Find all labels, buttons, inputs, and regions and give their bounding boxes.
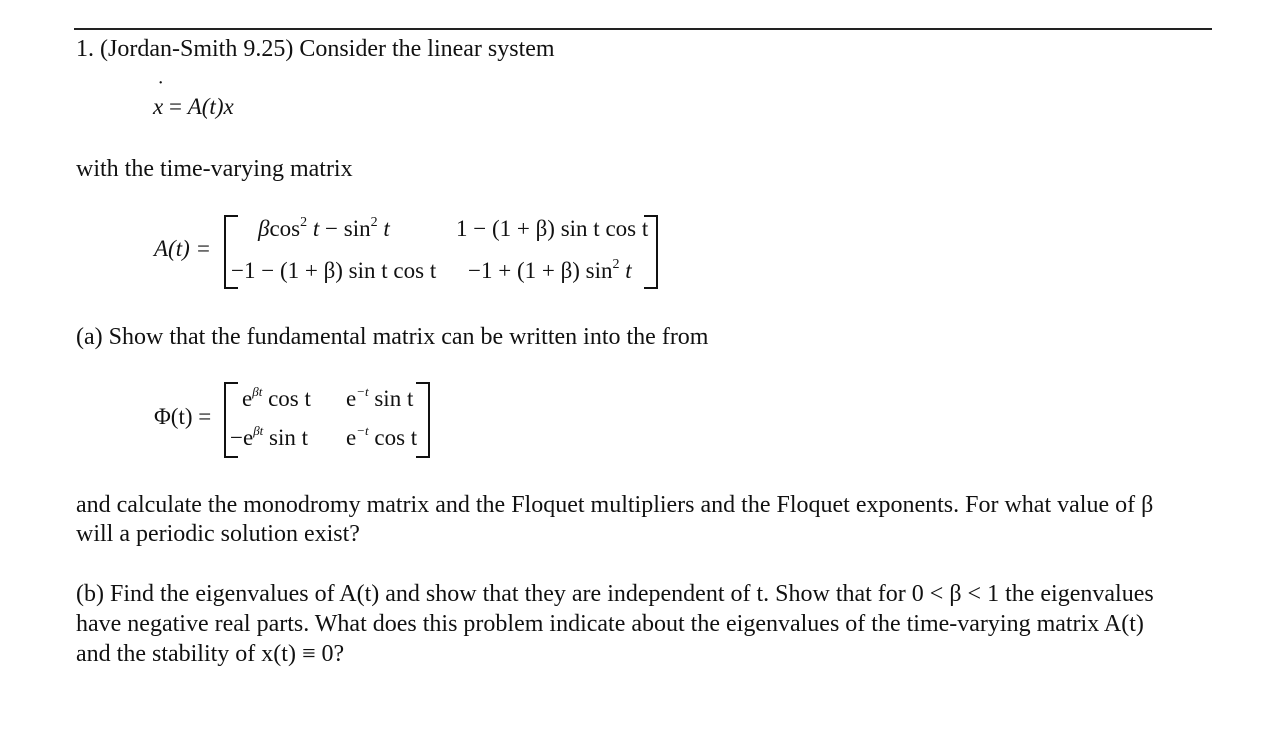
part-a-intro: (a) Show that the fundamental matrix can be written into the from xyxy=(76,324,709,350)
matrix-phi-right-bracket xyxy=(416,382,430,458)
matrix-a-r2c2: −1 + (1 + β) $\sin^2 t$ xyxy=(468,257,632,283)
part-a-line-2: will a periodic solution exist? xyxy=(76,521,360,547)
part-b-line-3: and the stability of x(t) ≡ 0? xyxy=(76,641,345,667)
matrix-a-r1c1: βcos$^2$ $t - \sin^2 t$ xyxy=(258,215,390,241)
part-a-line-1: and calculate the monodromy matrix and the Floquet multipliers and the Floquet exponents. For what value of β xyxy=(76,492,1154,518)
with-matrix-text: with the time-varying matrix xyxy=(76,156,353,182)
matrix-phi-label: Φ(t) = xyxy=(154,404,212,429)
matrix-phi-r1c1: $e^{\beta t}$ cos t xyxy=(242,384,311,411)
part-b-line-1: (b) Find the eigenvalues of A(t) and show that they are independent of t. Show that for 0 < β < 1 the eigenvalues xyxy=(76,581,1154,607)
system-equation: ˙ x = A(t)x xyxy=(153,92,234,122)
matrix-a-r1c2: 1 − (1 + β) sin t cos t xyxy=(456,216,649,241)
part-b-line-2: have negative real parts. What does this problem indicate about the eigenvalues of the time-varying matrix A(t) xyxy=(76,611,1144,637)
x-dot: ˙ x xyxy=(153,76,165,119)
top-rule xyxy=(74,28,1212,30)
matrix-phi-r2c2: $e^{-t}$ cos t xyxy=(346,423,418,450)
matrix-phi-r2c1: $-e^{\beta t}$ sin t xyxy=(230,423,309,450)
matrix-phi-r1c2: $e^{-t}$ sin t xyxy=(346,384,414,411)
matrix-a-r2c1: −1 − (1 + β) sin t cos t xyxy=(231,258,437,283)
problem-heading: 1. (Jordan-Smith 9.25) Consider the linear system xyxy=(76,36,555,62)
matrix-a-label: A(t) = xyxy=(154,236,212,261)
